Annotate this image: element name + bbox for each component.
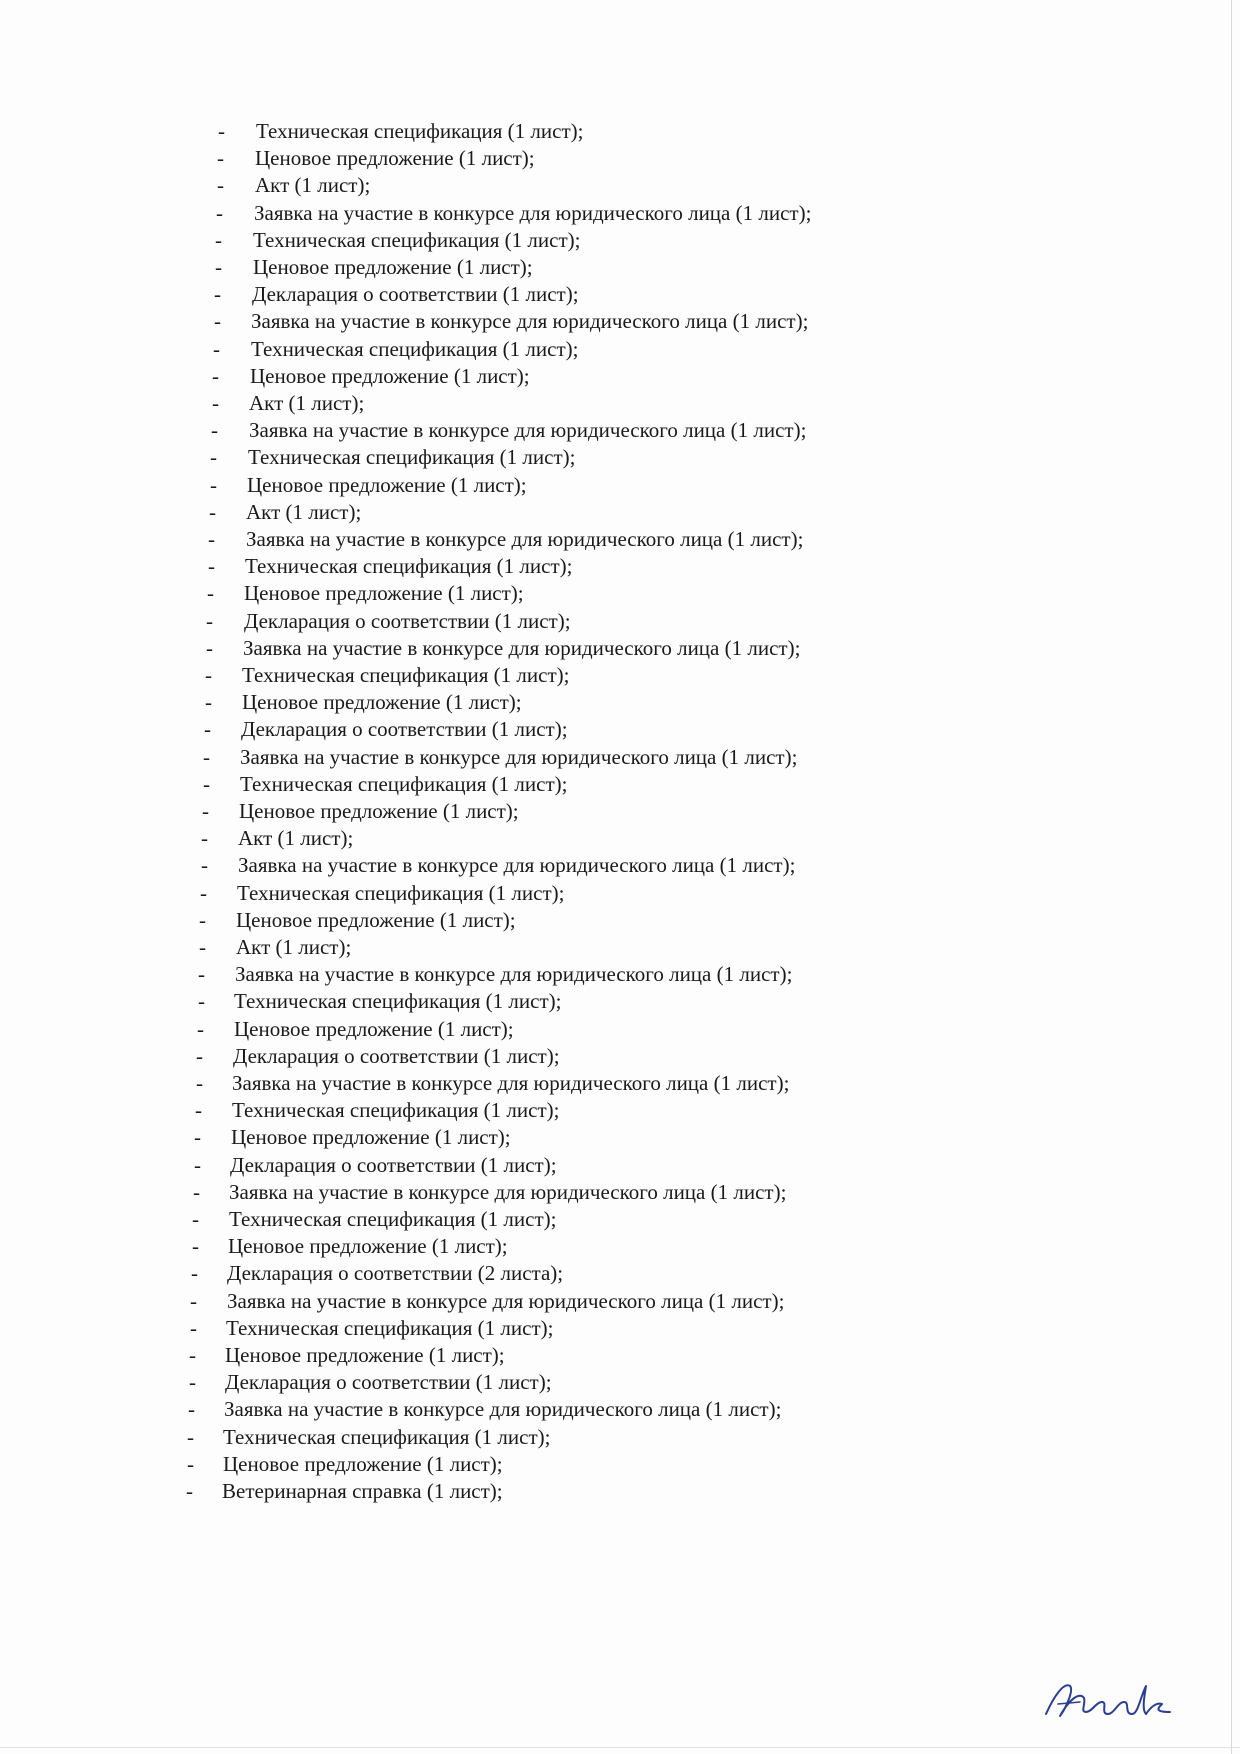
list-item-text: Ценовое предложение (1 лист); <box>253 255 533 279</box>
list-bullet: - <box>217 173 224 197</box>
list-item-text: Ветеринарная справка (1 лист); <box>222 1479 503 1503</box>
list-bullet: - <box>218 119 225 143</box>
list-bullet: - <box>216 201 223 225</box>
list-bullet: - <box>212 364 219 388</box>
list-bullet: - <box>190 1316 197 1340</box>
list-item-text: Ценовое предложение (1 лист); <box>225 1343 505 1367</box>
list-bullet: - <box>215 228 222 252</box>
list-item-text: Ценовое предложение (1 лист); <box>231 1125 511 1149</box>
list-bullet: - <box>194 1153 201 1177</box>
list-bullet: - <box>199 908 206 932</box>
list-bullet: - <box>188 1397 195 1421</box>
list-bullet: - <box>189 1343 196 1367</box>
list-item-text: Заявка на участие в конкурсе для юридического лица (1 лист); <box>251 309 809 333</box>
list-item-text: Ценовое предложение (1 лист); <box>234 1017 514 1041</box>
list-bullet: - <box>187 1452 194 1476</box>
list-item-text: Заявка на участие в конкурсе для юридического лица (1 лист); <box>249 418 807 442</box>
list-bullet: - <box>208 527 215 551</box>
list-item-text: Ценовое предложение (1 лист); <box>250 364 530 388</box>
list-item-text: Ценовое предложение (1 лист); <box>242 690 522 714</box>
list-bullet: - <box>200 881 207 905</box>
list-item-text: Техническая спецификация (1 лист); <box>251 337 579 361</box>
list-item-text: Техническая спецификация (1 лист); <box>240 772 568 796</box>
list-bullet: - <box>189 1370 196 1394</box>
list-item-text: Техническая спецификация (1 лист); <box>234 989 562 1013</box>
list-item-text: Техническая спецификация (1 лист); <box>245 554 573 578</box>
list-item-text: Заявка на участие в конкурсе для юридического лица (1 лист); <box>246 527 804 551</box>
list-item-text: Декларация о соответствии (2 листа); <box>227 1261 564 1285</box>
list-item-text: Заявка на участие в конкурсе для юридического лица (1 лист); <box>238 853 796 877</box>
list-item-text: Техническая спецификация (1 лист); <box>237 881 565 905</box>
list-bullet: - <box>214 282 221 306</box>
list-item-text: Ценовое предложение (1 лист); <box>244 581 524 605</box>
list-bullet: - <box>217 146 224 170</box>
list-bullet: - <box>208 554 215 578</box>
page-edge-right <box>1231 0 1232 1754</box>
list-item-text: Ценовое предложение (1 лист); <box>239 799 519 823</box>
list-item-text: Ценовое предложение (1 лист); <box>236 908 516 932</box>
list-bullet: - <box>197 1017 204 1041</box>
list-bullet: - <box>205 690 212 714</box>
list-item-text: Декларация о соответствии (1 лист); <box>252 282 579 306</box>
list-item-text: Заявка на участие в конкурсе для юридического лица (1 лист); <box>235 962 793 986</box>
list-item-text: Акт (1 лист); <box>255 173 371 197</box>
list-item-text: Заявка на участие в конкурсе для юридического лица (1 лист); <box>243 636 801 660</box>
list-item-text: Декларация о соответствии (1 лист); <box>230 1153 557 1177</box>
list-item-text: Ценовое предложение (1 лист); <box>223 1452 503 1476</box>
list-bullet: - <box>199 935 206 959</box>
list-bullet: - <box>195 1098 202 1122</box>
list-item-text: Заявка на участие в конкурсе для юридического лица (1 лист); <box>227 1289 785 1313</box>
list-item-text: Заявка на участие в конкурсе для юридического лица (1 лист); <box>224 1397 782 1421</box>
list-bullet: - <box>194 1125 201 1149</box>
list-bullet: - <box>211 418 218 442</box>
list-bullet: - <box>207 581 214 605</box>
list-item-text: Техническая спецификация (1 лист); <box>256 119 584 143</box>
list-bullet: - <box>196 1044 203 1068</box>
list-bullet: - <box>210 445 217 469</box>
list-item-text: Заявка на участие в конкурсе для юридического лица (1 лист); <box>240 745 798 769</box>
list-bullet: - <box>210 473 217 497</box>
list-bullet: - <box>212 391 219 415</box>
list-item-text: Заявка на участие в конкурсе для юридического лица (1 лист); <box>254 201 812 225</box>
list-bullet: - <box>201 853 208 877</box>
list-item-text: Акт (1 лист); <box>246 500 362 524</box>
list-bullet: - <box>214 309 221 333</box>
list-item-text: Техническая спецификация (1 лист); <box>253 228 581 252</box>
list-bullet: - <box>192 1207 199 1231</box>
list-bullet: - <box>201 826 208 850</box>
list-bullet: - <box>193 1180 200 1204</box>
list-bullet: - <box>191 1261 198 1285</box>
page-edge-bottom <box>0 1747 1240 1748</box>
list-item-text: Техническая спецификация (1 лист); <box>226 1316 554 1340</box>
list-item-text: Ценовое предложение (1 лист); <box>228 1234 508 1258</box>
list-bullet: - <box>198 962 205 986</box>
list-bullet: - <box>186 1479 193 1503</box>
list-bullet: - <box>196 1071 203 1095</box>
list-item-text: Техническая спецификация (1 лист); <box>229 1207 557 1231</box>
list-item-text: Акт (1 лист); <box>249 391 365 415</box>
list-bullet: - <box>190 1289 197 1313</box>
list-item-text: Декларация о соответствии (1 лист); <box>225 1370 552 1394</box>
list-bullet: - <box>213 337 220 361</box>
list-bullet: - <box>206 636 213 660</box>
list-item-text: Техническая спецификация (1 лист); <box>223 1425 551 1449</box>
list-item-text: Ценовое предложение (1 лист); <box>247 473 527 497</box>
list-item-text: Декларация о соответствии (1 лист); <box>241 717 568 741</box>
list-item-text: Техническая спецификация (1 лист); <box>242 663 570 687</box>
list-bullet: - <box>202 799 209 823</box>
list-item-text: Заявка на участие в конкурсе для юридического лица (1 лист); <box>232 1071 790 1095</box>
list-bullet: - <box>215 255 222 279</box>
list-item-text: Декларация о соответствии (1 лист); <box>233 1044 560 1068</box>
list-bullet: - <box>203 772 210 796</box>
list-bullet: - <box>209 500 216 524</box>
list-item-text: Техническая спецификация (1 лист); <box>248 445 576 469</box>
list-item-text: Техническая спецификация (1 лист); <box>232 1098 560 1122</box>
list-bullet: - <box>204 717 211 741</box>
list-item-text: Ценовое предложение (1 лист); <box>255 146 535 170</box>
list-bullet: - <box>205 663 212 687</box>
list-item-text: Акт (1 лист); <box>238 826 354 850</box>
list-item-text: Декларация о соответствии (1 лист); <box>244 609 571 633</box>
list-bullet: - <box>206 609 213 633</box>
list-item-text: Заявка на участие в конкурсе для юридического лица (1 лист); <box>229 1180 787 1204</box>
list-bullet: - <box>192 1234 199 1258</box>
list-item-text: Акт (1 лист); <box>236 935 352 959</box>
list-bullet: - <box>203 745 210 769</box>
list-bullet: - <box>198 989 205 1013</box>
list-bullet: - <box>187 1425 194 1449</box>
signature-icon <box>1040 1668 1180 1728</box>
